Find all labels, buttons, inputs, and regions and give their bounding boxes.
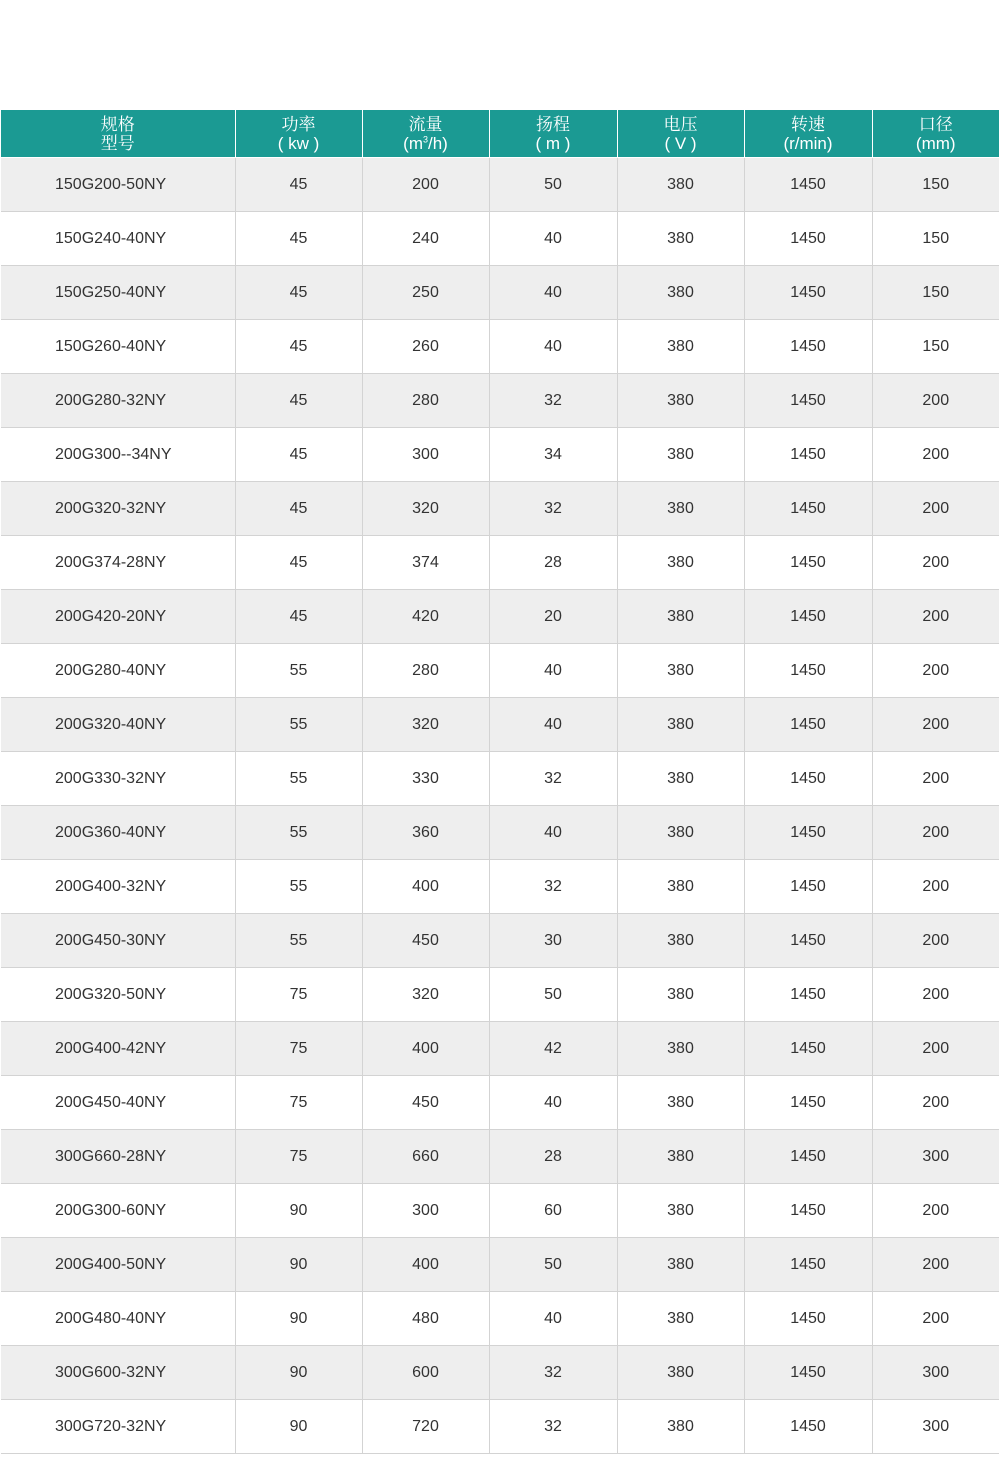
table-row — [1, 1076, 999, 1130]
header-sub: (mm) — [915, 133, 956, 153]
cell-power: 75 — [235, 1076, 362, 1130]
cell-model: 200G300-60NY — [1, 1184, 235, 1238]
table-row — [1, 914, 999, 968]
table-row — [1, 590, 999, 644]
header-cell-power — [235, 110, 362, 158]
cell-voltage: 380 — [617, 1400, 744, 1454]
cell-model: 200G420-20NY — [1, 590, 235, 644]
cell-diameter: 200 — [872, 482, 999, 536]
cell-flow: 320 — [362, 968, 489, 1022]
table-row — [1, 698, 999, 752]
cell-power: 75 — [235, 1130, 362, 1184]
cell-flow: 400 — [362, 1238, 489, 1292]
cell-flow: 480 — [362, 1292, 489, 1346]
cell-head: 32 — [489, 374, 617, 428]
cell-voltage: 380 — [617, 158, 744, 212]
cell-speed: 1450 — [744, 1238, 872, 1292]
cell-head: 32 — [489, 1346, 617, 1400]
cell-model: 200G330-32NY — [1, 752, 235, 806]
cell-diameter: 300 — [872, 1400, 999, 1454]
cell-flow: 450 — [362, 1076, 489, 1130]
cell-speed: 1450 — [744, 914, 872, 968]
cell-flow: 250 — [362, 266, 489, 320]
cell-model: 200G280-40NY — [1, 644, 235, 698]
cell-power: 45 — [235, 266, 362, 320]
cell-flow: 420 — [362, 590, 489, 644]
cell-voltage: 380 — [617, 428, 744, 482]
cell-speed: 1450 — [744, 644, 872, 698]
header-sub: ( V ) — [664, 133, 697, 153]
cell-head: 20 — [489, 590, 617, 644]
cell-model: 200G450-40NY — [1, 1076, 235, 1130]
cell-speed: 1450 — [744, 860, 872, 914]
cell-diameter: 200 — [872, 644, 999, 698]
cell-head: 40 — [489, 320, 617, 374]
cell-flow: 200 — [362, 158, 489, 212]
cell-model: 150G260-40NY — [1, 320, 235, 374]
cell-diameter: 200 — [872, 1184, 999, 1238]
cell-head: 28 — [489, 1130, 617, 1184]
header-sub — [363, 134, 489, 153]
cell-speed: 1450 — [744, 428, 872, 482]
header-cell-voltage — [617, 110, 744, 158]
cell-head: 28 — [489, 536, 617, 590]
pump-spec-table — [1, 110, 999, 1454]
cell-power: 45 — [235, 536, 362, 590]
header-sub: ( kw ) — [277, 133, 320, 153]
cell-head: 32 — [489, 1400, 617, 1454]
cell-power: 45 — [235, 320, 362, 374]
cell-flow: 360 — [362, 806, 489, 860]
table-row — [1, 266, 999, 320]
cell-head: 40 — [489, 806, 617, 860]
table-row — [1, 374, 999, 428]
cell-power: 55 — [235, 914, 362, 968]
table-row — [1, 1022, 999, 1076]
cell-model: 150G200-50NY — [1, 158, 235, 212]
cell-power: 90 — [235, 1346, 362, 1400]
table-row — [1, 860, 999, 914]
table-row — [1, 1346, 999, 1400]
cell-diameter: 150 — [872, 212, 999, 266]
cell-head: 50 — [489, 968, 617, 1022]
cell-diameter: 200 — [872, 590, 999, 644]
header-label: 转速 — [791, 114, 825, 134]
cell-power: 45 — [235, 212, 362, 266]
header-sub: 型号 — [100, 133, 135, 153]
cell-voltage: 380 — [617, 698, 744, 752]
cell-flow: 400 — [362, 860, 489, 914]
table-row — [1, 212, 999, 266]
cell-voltage: 380 — [617, 266, 744, 320]
cell-power: 75 — [235, 1022, 362, 1076]
cell-flow: 240 — [362, 212, 489, 266]
table-row — [1, 968, 999, 1022]
table-row — [1, 482, 999, 536]
cell-flow: 400 — [362, 1022, 489, 1076]
cell-power: 90 — [235, 1400, 362, 1454]
cell-flow: 300 — [362, 1184, 489, 1238]
cell-head: 32 — [489, 860, 617, 914]
cell-head: 40 — [489, 212, 617, 266]
cell-model: 200G400-32NY — [1, 860, 235, 914]
cell-flow: 330 — [362, 752, 489, 806]
cell-flow: 450 — [362, 914, 489, 968]
cell-head: 50 — [489, 158, 617, 212]
cell-model: 300G660-28NY — [1, 1130, 235, 1184]
cell-diameter: 200 — [872, 860, 999, 914]
cell-speed: 1450 — [744, 1292, 872, 1346]
cell-diameter: 200 — [872, 968, 999, 1022]
cell-power: 45 — [235, 590, 362, 644]
cell-power: 55 — [235, 644, 362, 698]
header-sub-pre: (m — [403, 133, 423, 153]
cell-speed: 1450 — [744, 968, 872, 1022]
cell-diameter: 200 — [872, 752, 999, 806]
cell-diameter: 200 — [872, 428, 999, 482]
cell-voltage: 380 — [617, 1076, 744, 1130]
cell-voltage: 380 — [617, 1292, 744, 1346]
cell-power: 55 — [235, 752, 362, 806]
header-label: 流量 — [408, 114, 443, 134]
header-sub-sup: 3 — [422, 133, 428, 144]
cell-head: 40 — [489, 644, 617, 698]
cell-flow: 320 — [362, 698, 489, 752]
cell-power: 45 — [235, 374, 362, 428]
header-cell-speed — [744, 110, 872, 158]
table-row — [1, 1130, 999, 1184]
header-sub-post: /h) — [428, 133, 448, 153]
cell-speed: 1450 — [744, 536, 872, 590]
cell-voltage: 380 — [617, 644, 744, 698]
cell-speed: 1450 — [744, 590, 872, 644]
cell-head: 42 — [489, 1022, 617, 1076]
cell-power: 75 — [235, 968, 362, 1022]
cell-power: 45 — [235, 482, 362, 536]
cell-speed: 1450 — [744, 266, 872, 320]
cell-model: 200G300--34NY — [1, 428, 235, 482]
cell-head: 40 — [489, 698, 617, 752]
cell-model: 200G320-50NY — [1, 968, 235, 1022]
cell-flow: 374 — [362, 536, 489, 590]
table-row — [1, 1184, 999, 1238]
cell-voltage: 380 — [617, 806, 744, 860]
cell-power: 45 — [235, 428, 362, 482]
cell-diameter: 200 — [872, 1022, 999, 1076]
cell-voltage: 380 — [617, 482, 744, 536]
cell-speed: 1450 — [744, 1400, 872, 1454]
cell-model: 300G600-32NY — [1, 1346, 235, 1400]
cell-voltage: 380 — [617, 1022, 744, 1076]
cell-model: 150G240-40NY — [1, 212, 235, 266]
cell-model: 200G400-42NY — [1, 1022, 235, 1076]
cell-power: 90 — [235, 1184, 362, 1238]
header-label: 扬程 — [536, 114, 570, 134]
cell-speed: 1450 — [744, 752, 872, 806]
cell-speed: 1450 — [744, 482, 872, 536]
table-row — [1, 1238, 999, 1292]
cell-head: 40 — [489, 1076, 617, 1130]
cell-model: 200G374-28NY — [1, 536, 235, 590]
cell-voltage: 380 — [617, 590, 744, 644]
cell-power: 55 — [235, 806, 362, 860]
cell-model: 200G400-50NY — [1, 1238, 235, 1292]
cell-speed: 1450 — [744, 158, 872, 212]
cell-speed: 1450 — [744, 1130, 872, 1184]
header-cell-model — [1, 110, 235, 158]
cell-diameter: 200 — [872, 806, 999, 860]
table-row — [1, 536, 999, 590]
cell-model: 200G480-40NY — [1, 1292, 235, 1346]
cell-speed: 1450 — [744, 806, 872, 860]
cell-voltage: 380 — [617, 1184, 744, 1238]
cell-voltage: 380 — [617, 1346, 744, 1400]
cell-head: 60 — [489, 1184, 617, 1238]
header-label: 功率 — [281, 114, 316, 134]
cell-diameter: 300 — [872, 1346, 999, 1400]
cell-model: 200G320-40NY — [1, 698, 235, 752]
cell-diameter: 200 — [872, 1238, 999, 1292]
cell-power: 90 — [235, 1292, 362, 1346]
cell-model: 150G250-40NY — [1, 266, 235, 320]
cell-speed: 1450 — [744, 1022, 872, 1076]
cell-voltage: 380 — [617, 320, 744, 374]
table-row — [1, 1400, 999, 1454]
cell-head: 32 — [489, 752, 617, 806]
cell-speed: 1450 — [744, 1346, 872, 1400]
cell-flow: 320 — [362, 482, 489, 536]
cell-voltage: 380 — [617, 374, 744, 428]
header-cell-flow — [362, 110, 489, 158]
header-label: 规格 — [100, 114, 135, 134]
cell-diameter: 200 — [872, 914, 999, 968]
cell-flow: 280 — [362, 374, 489, 428]
cell-voltage: 380 — [617, 752, 744, 806]
cell-speed: 1450 — [744, 320, 872, 374]
cell-head: 30 — [489, 914, 617, 968]
cell-diameter: 200 — [872, 374, 999, 428]
cell-diameter: 200 — [872, 1292, 999, 1346]
cell-power: 55 — [235, 698, 362, 752]
cell-diameter: 200 — [872, 1076, 999, 1130]
cell-speed: 1450 — [744, 698, 872, 752]
cell-flow: 720 — [362, 1400, 489, 1454]
cell-speed: 1450 — [744, 212, 872, 266]
header-sub: ( m ) — [535, 133, 571, 153]
cell-voltage: 380 — [617, 212, 744, 266]
header-cell-head — [489, 110, 617, 158]
cell-flow: 300 — [362, 428, 489, 482]
header-label: 口径 — [918, 114, 953, 134]
cell-model: 200G360-40NY — [1, 806, 235, 860]
cell-speed: 1450 — [744, 374, 872, 428]
cell-flow: 280 — [362, 644, 489, 698]
cell-flow: 660 — [362, 1130, 489, 1184]
cell-head: 40 — [489, 266, 617, 320]
cell-head: 32 — [489, 482, 617, 536]
cell-voltage: 380 — [617, 860, 744, 914]
cell-diameter: 200 — [872, 536, 999, 590]
header-cell-diameter — [872, 110, 999, 158]
cell-speed: 1450 — [744, 1076, 872, 1130]
cell-model: 200G280-32NY — [1, 374, 235, 428]
cell-head: 50 — [489, 1238, 617, 1292]
cell-diameter: 300 — [872, 1130, 999, 1184]
cell-voltage: 380 — [617, 914, 744, 968]
cell-model: 200G450-30NY — [1, 914, 235, 968]
cell-voltage: 380 — [617, 536, 744, 590]
table-row — [1, 428, 999, 482]
cell-speed: 1450 — [744, 1184, 872, 1238]
cell-model: 200G320-32NY — [1, 482, 235, 536]
table-body — [1, 158, 999, 1454]
cell-voltage: 380 — [617, 1130, 744, 1184]
table-row — [1, 158, 999, 212]
cell-head: 40 — [489, 1292, 617, 1346]
table-row — [1, 1292, 999, 1346]
cell-power: 55 — [235, 860, 362, 914]
cell-diameter: 150 — [872, 266, 999, 320]
cell-head: 34 — [489, 428, 617, 482]
table-header — [1, 110, 999, 158]
cell-voltage: 380 — [617, 968, 744, 1022]
cell-model: 300G720-32NY — [1, 1400, 235, 1454]
header-row — [1, 110, 999, 158]
cell-power: 90 — [235, 1238, 362, 1292]
table-row — [1, 752, 999, 806]
cell-diameter: 200 — [872, 698, 999, 752]
header-sub: (r/min) — [783, 133, 833, 153]
table-row — [1, 320, 999, 374]
table-row — [1, 806, 999, 860]
cell-power: 45 — [235, 158, 362, 212]
table-row — [1, 644, 999, 698]
cell-flow: 260 — [362, 320, 489, 374]
cell-diameter: 150 — [872, 158, 999, 212]
header-label: 电压 — [663, 114, 698, 134]
cell-flow: 600 — [362, 1346, 489, 1400]
cell-diameter: 150 — [872, 320, 999, 374]
cell-voltage: 380 — [617, 1238, 744, 1292]
